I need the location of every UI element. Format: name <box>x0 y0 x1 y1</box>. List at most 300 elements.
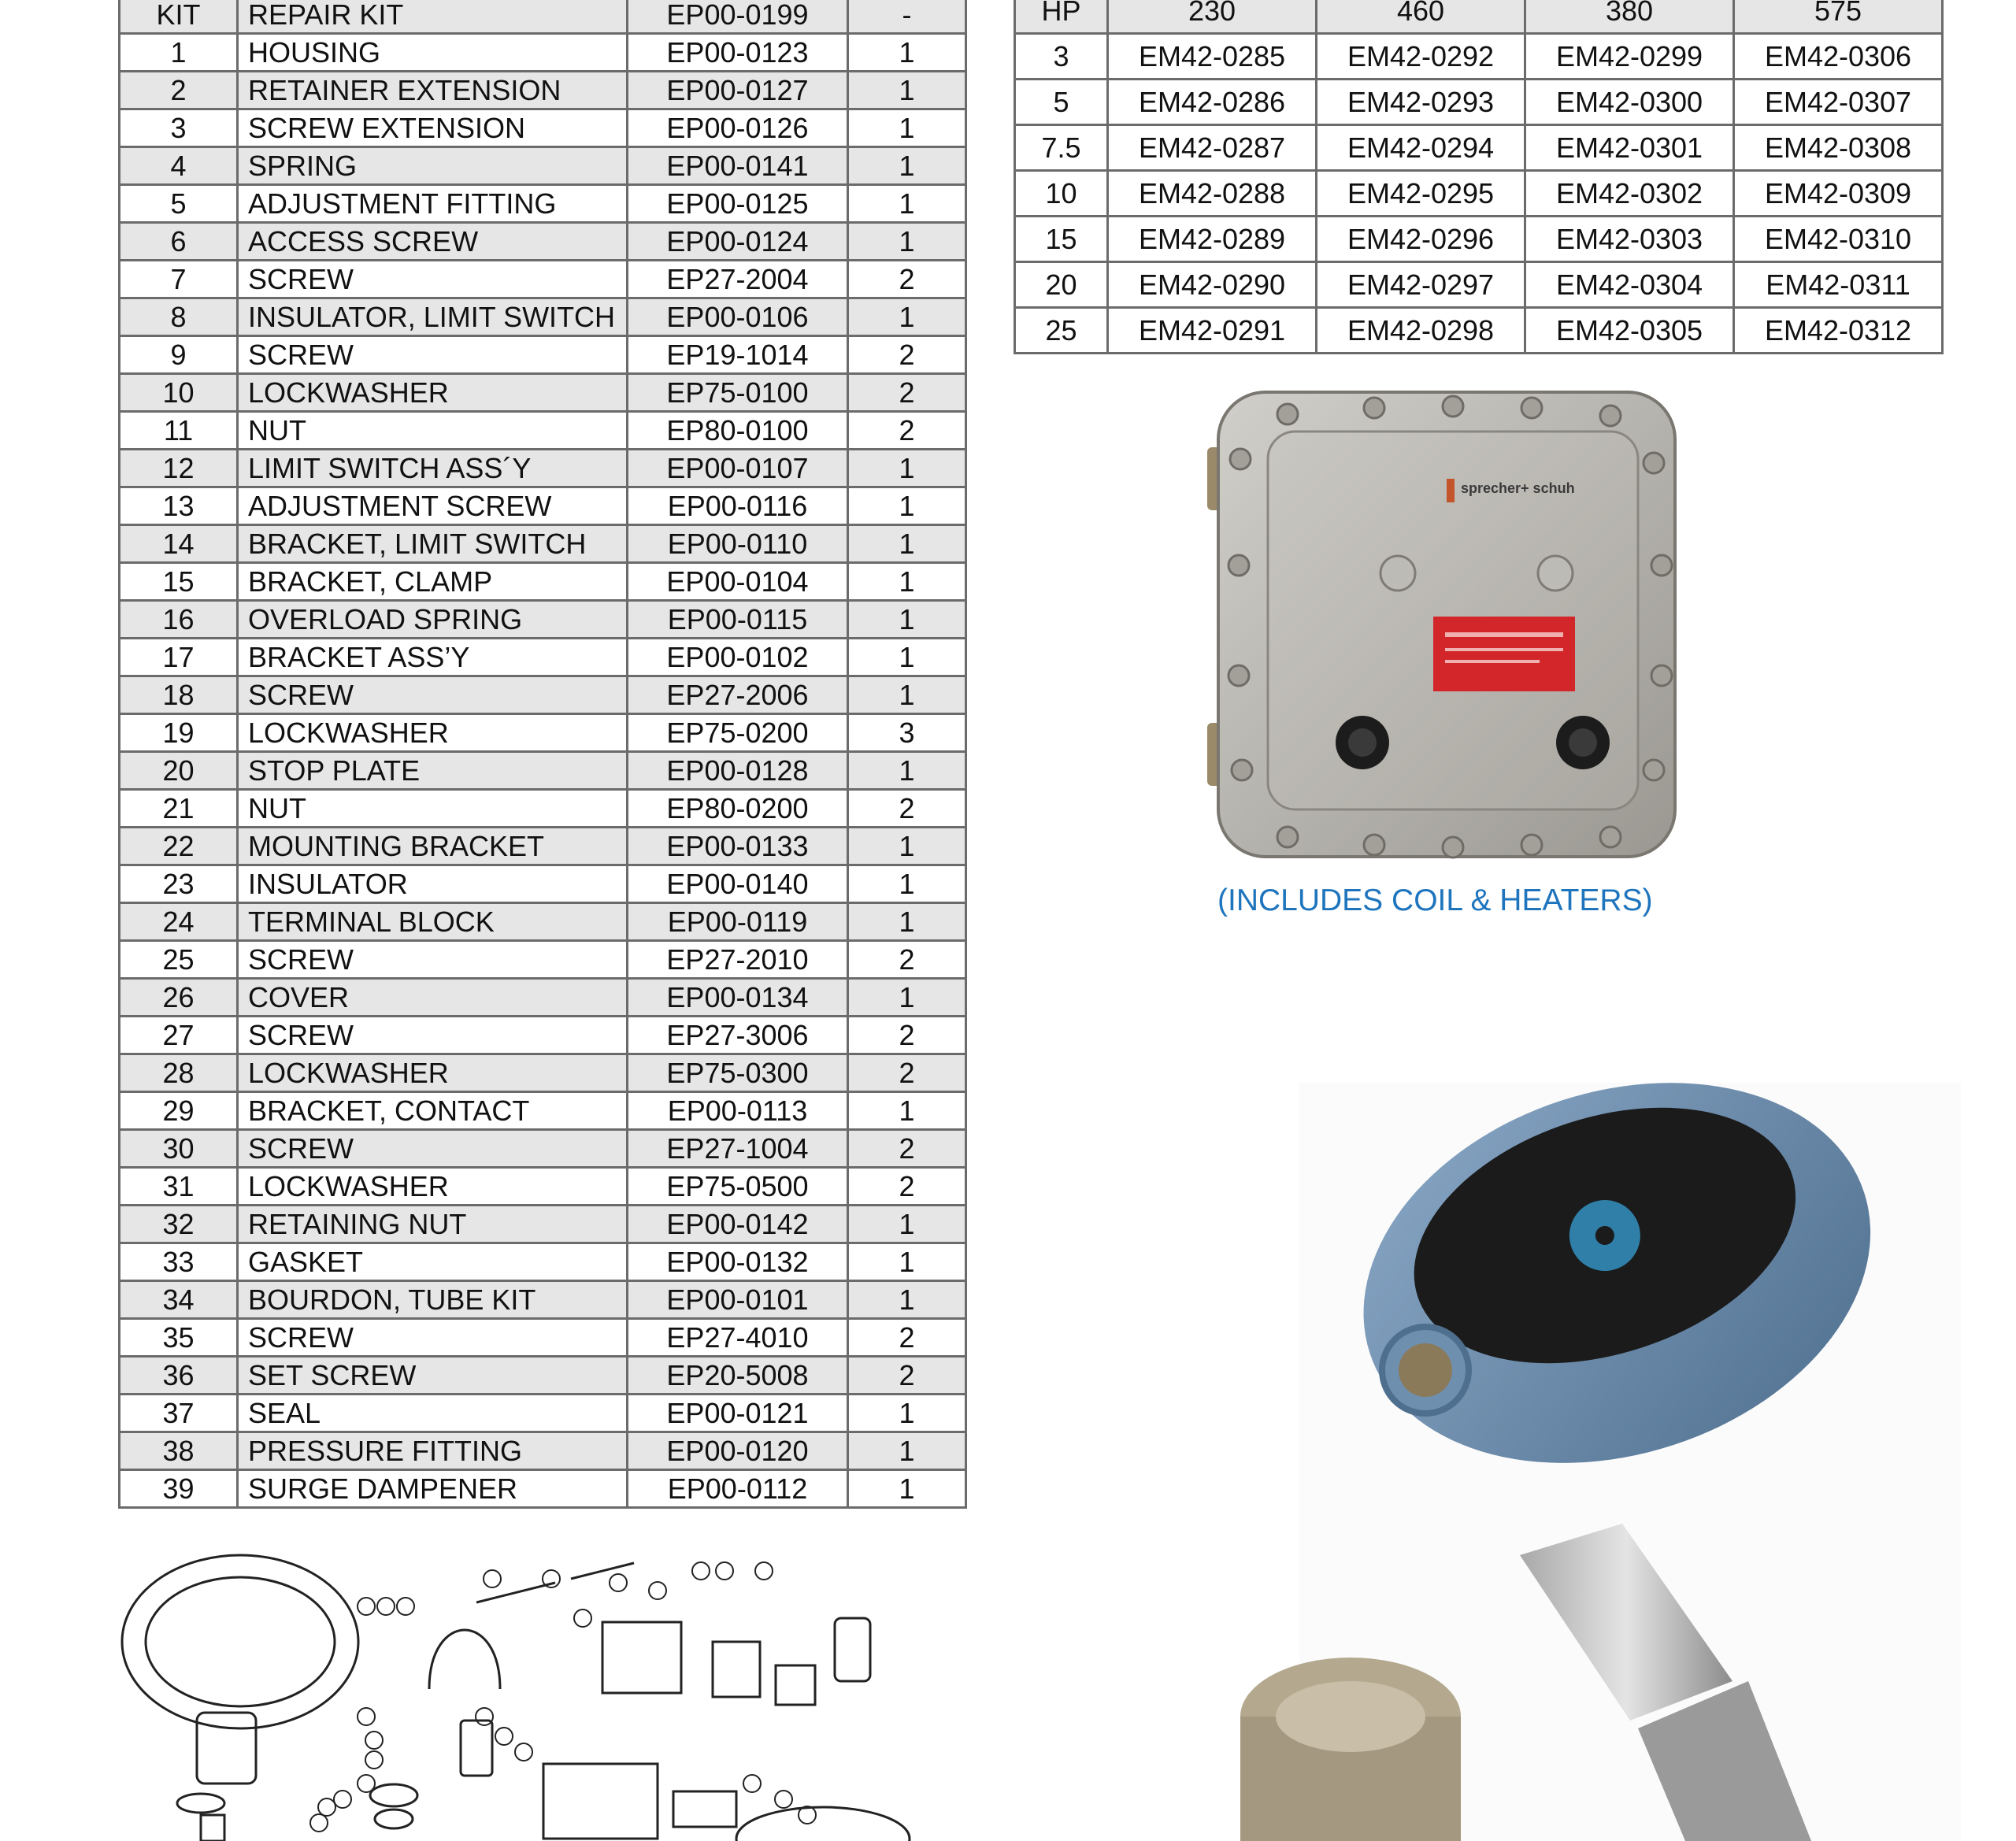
table-row <box>120 487 966 525</box>
callout-icon <box>574 1609 591 1627</box>
quantity-cell: 1 <box>848 601 966 639</box>
catalog-number-cell: EM42-0302 <box>1525 171 1734 217</box>
part-number-cell: EP00-0134 <box>628 979 848 1017</box>
table-row <box>120 525 966 563</box>
catalog-number-cell: EM42-0298 <box>1317 308 1525 354</box>
table-row <box>120 261 966 298</box>
quantity-cell: 3 <box>848 714 966 752</box>
bolt-icon <box>1232 760 1252 780</box>
part-number-cell: EP75-0300 <box>628 1054 848 1092</box>
table-row <box>120 1092 966 1130</box>
quantity-cell: 1 <box>848 147 966 185</box>
table-row <box>120 676 966 714</box>
item-number-cell: 3 <box>120 109 238 147</box>
description-cell: REPAIR KIT <box>238 0 628 34</box>
table-header-row <box>1015 0 1943 34</box>
quantity-cell: 1 <box>848 1432 966 1470</box>
starter-table <box>1014 0 1944 354</box>
enclosure-caption: (INCLUDES COIL & HEATERS) <box>1217 883 1653 917</box>
item-number-cell: 30 <box>120 1130 238 1168</box>
description-cell: ACCESS SCREW <box>238 223 628 261</box>
part-number-cell: EP27-2010 <box>628 941 848 979</box>
header-cell: 460 <box>1317 0 1525 34</box>
part-number-cell: EP80-0100 <box>628 412 848 450</box>
knob-left-icon <box>1380 556 1415 591</box>
table-row <box>120 714 966 752</box>
bolt-icon <box>1277 827 1298 847</box>
item-number-cell: 39 <box>120 1470 238 1508</box>
description-cell: NUT <box>238 412 628 450</box>
table-row <box>120 298 966 336</box>
quantity-cell: 2 <box>848 1319 966 1357</box>
bolt-icon <box>1443 837 1463 858</box>
description-cell: LOCKWASHER <box>238 1168 628 1206</box>
quantity-cell: 1 <box>848 298 966 336</box>
enclosure-photo <box>1201 376 1705 872</box>
header-cell: 230 <box>1108 0 1317 34</box>
item-number-cell: 23 <box>120 865 238 903</box>
quantity-cell: 1 <box>848 1092 966 1130</box>
callout-icon <box>692 1562 710 1580</box>
quantity-cell: 2 <box>848 941 966 979</box>
description-cell: LOCKWASHER <box>238 374 628 412</box>
item-number-cell: 18 <box>120 676 238 714</box>
item-number-cell: 35 <box>120 1319 238 1357</box>
description-cell: BRACKET, CLAMP <box>238 563 628 601</box>
description-cell: INSULATOR <box>238 865 628 903</box>
part-number-cell: EP80-0200 <box>628 790 848 828</box>
bolt-icon <box>1600 827 1621 847</box>
table-row <box>120 1395 966 1432</box>
table-row <box>1015 262 1943 308</box>
item-number-cell: 21 <box>120 790 238 828</box>
catalog-number-cell: EM42-0286 <box>1108 80 1317 125</box>
quantity-cell: 2 <box>848 261 966 298</box>
description-cell: NUT <box>238 790 628 828</box>
description-cell: MOUNTING BRACKET <box>238 828 628 865</box>
item-number-cell: 28 <box>120 1054 238 1092</box>
callout-icon <box>365 1751 383 1769</box>
callout-icon <box>358 1775 375 1792</box>
description-cell: SPRING <box>238 147 628 185</box>
description-cell: BRACKET, LIMIT SWITCH <box>238 525 628 563</box>
table-row <box>1015 125 1943 171</box>
table-row <box>1015 308 1943 354</box>
description-cell: RETAINING NUT <box>238 1206 628 1243</box>
catalog-number-cell: EM42-0295 <box>1317 171 1525 217</box>
description-cell: COVER <box>238 979 628 1017</box>
bolt-icon <box>1364 835 1384 855</box>
catalog-number-cell: EM42-0310 <box>1734 217 1943 262</box>
part-number-cell: EP00-0119 <box>628 903 848 941</box>
item-number-cell: 5 <box>120 185 238 223</box>
table-row <box>120 903 966 941</box>
hp-cell: 5 <box>1015 80 1108 125</box>
item-number-cell: 34 <box>120 1281 238 1319</box>
item-number-cell: 1 <box>120 34 238 72</box>
item-number-cell: 36 <box>120 1357 238 1395</box>
description-cell: BRACKET ASS’Y <box>238 639 628 676</box>
item-number-cell: 7 <box>120 261 238 298</box>
brand-mark-icon <box>1447 479 1455 502</box>
quantity-cell: 1 <box>848 1395 966 1432</box>
catalog-number-cell: EM42-0309 <box>1734 171 1943 217</box>
catalog-number-cell: EM42-0293 <box>1317 80 1525 125</box>
quantity-cell: 1 <box>848 487 966 525</box>
catalog-number-cell: EM42-0291 <box>1108 308 1317 354</box>
description-cell: OVERLOAD SPRING <box>238 601 628 639</box>
description-cell: STOP PLATE <box>238 752 628 790</box>
item-number-cell: KIT <box>120 0 238 34</box>
catalog-number-cell: EM42-0308 <box>1734 125 1943 171</box>
quantity-cell: 1 <box>848 450 966 487</box>
quantity-cell: 2 <box>848 790 966 828</box>
description-cell: LIMIT SWITCH ASS´Y <box>238 450 628 487</box>
item-number-cell: 2 <box>120 72 238 109</box>
catalog-number-cell: EM42-0303 <box>1525 217 1734 262</box>
description-cell: GASKET <box>238 1243 628 1281</box>
part-number-cell: EP00-0107 <box>628 450 848 487</box>
item-number-cell: 26 <box>120 979 238 1017</box>
quantity-cell: 2 <box>848 1017 966 1054</box>
hp-cell: 20 <box>1015 262 1108 308</box>
table-row <box>120 336 966 374</box>
table-row <box>120 601 966 639</box>
description-cell: SCREW <box>238 941 628 979</box>
table-row <box>120 374 966 412</box>
item-number-cell: 25 <box>120 941 238 979</box>
table-row <box>120 1432 966 1470</box>
callout-icon <box>365 1732 383 1749</box>
callout-icon <box>334 1791 351 1808</box>
quantity-cell: 1 <box>848 34 966 72</box>
part-number-cell: EP75-0500 <box>628 1168 848 1206</box>
bolt-icon <box>1228 555 1249 576</box>
part-number-cell: EP00-0121 <box>628 1395 848 1432</box>
quantity-cell: 1 <box>848 865 966 903</box>
callout-icon <box>318 1798 335 1816</box>
description-cell: BOURDON, TUBE KIT <box>238 1281 628 1319</box>
description-cell: RETAINER EXTENSION <box>238 72 628 109</box>
table-row <box>1015 217 1943 262</box>
quantity-cell: 1 <box>848 109 966 147</box>
item-number-cell: 4 <box>120 147 238 185</box>
table-row <box>120 1168 966 1206</box>
catalog-number-cell: EM42-0289 <box>1108 217 1317 262</box>
table-row <box>120 223 966 261</box>
item-number-cell: 27 <box>120 1017 238 1054</box>
quantity-cell: 1 <box>848 1243 966 1281</box>
part-number-cell: EP00-0123 <box>628 34 848 72</box>
catalog-number-cell: EM42-0301 <box>1525 125 1734 171</box>
part-number-cell: EP00-0116 <box>628 487 848 525</box>
brand-label: sprecher+ schuh <box>1461 480 1575 496</box>
description-cell: SCREW EXTENSION <box>238 109 628 147</box>
part-number-cell: EP20-5008 <box>628 1357 848 1395</box>
housing-outline <box>122 1555 358 1728</box>
part-number-cell: EP27-2006 <box>628 676 848 714</box>
item-number-cell: 12 <box>120 450 238 487</box>
quantity-cell: 1 <box>848 1206 966 1243</box>
bolt-icon <box>1230 449 1251 469</box>
item-number-cell: 13 <box>120 487 238 525</box>
description-cell: LOCKWASHER <box>238 1054 628 1092</box>
description-cell: SEAL <box>238 1395 628 1432</box>
callout-icon <box>484 1570 501 1587</box>
item-number-cell: 22 <box>120 828 238 865</box>
catalog-number-cell: EM42-0307 <box>1734 80 1943 125</box>
part-number-cell: EP00-0115 <box>628 601 848 639</box>
header-cell: 380 <box>1525 0 1734 34</box>
callout-icon <box>716 1562 733 1580</box>
part-number-cell: EP00-0140 <box>628 865 848 903</box>
item-number-cell: 24 <box>120 903 238 941</box>
item-number-cell: 8 <box>120 298 238 336</box>
table-row <box>120 1357 966 1395</box>
hp-cell: 7.5 <box>1015 125 1108 171</box>
quantity-cell: 1 <box>848 979 966 1017</box>
catalog-number-cell: EM42-0297 <box>1317 262 1525 308</box>
part-number-cell: EP75-0100 <box>628 374 848 412</box>
description-cell: TERMINAL BLOCK <box>238 903 628 941</box>
exploded-parts-diagram <box>114 1547 925 1841</box>
part-number-cell: EP00-0101 <box>628 1281 848 1319</box>
item-number-cell: 6 <box>120 223 238 261</box>
table-row <box>120 450 966 487</box>
table-row <box>1015 80 1943 125</box>
callout-icon <box>310 1814 328 1832</box>
bolt-icon <box>1644 760 1664 780</box>
callout-icon <box>476 1708 493 1725</box>
catalog-number-cell: EM42-0292 <box>1317 34 1525 80</box>
callout-icon <box>743 1775 761 1792</box>
part-number-cell: EP00-0199 <box>628 0 848 34</box>
bolt-icon <box>1651 665 1672 686</box>
hp-cell: 3 <box>1015 34 1108 80</box>
item-number-cell: 11 <box>120 412 238 450</box>
callout-icon <box>495 1728 513 1745</box>
description-cell: SCREW <box>238 1319 628 1357</box>
part-number-cell: EP27-4010 <box>628 1319 848 1357</box>
table-row <box>120 1130 966 1168</box>
description-cell: SURGE DAMPENER <box>238 1470 628 1508</box>
table-row <box>120 865 966 903</box>
item-number-cell: 29 <box>120 1092 238 1130</box>
callout-icon <box>775 1791 792 1808</box>
table-row <box>120 147 966 185</box>
quantity-cell: - <box>848 0 966 34</box>
item-number-cell: 15 <box>120 563 238 601</box>
part-number-cell: EP00-0142 <box>628 1206 848 1243</box>
quantity-cell: 2 <box>848 1357 966 1395</box>
table-row <box>120 1319 966 1357</box>
part-number-cell: EP75-0200 <box>628 714 848 752</box>
quantity-cell: 1 <box>848 676 966 714</box>
part-number-cell: EP00-0106 <box>628 298 848 336</box>
item-number-cell: 16 <box>120 601 238 639</box>
hp-cell: 10 <box>1015 171 1108 217</box>
part-number-cell: EP00-0120 <box>628 1432 848 1470</box>
table-row <box>120 941 966 979</box>
table-row <box>120 109 966 147</box>
callout-icon <box>649 1582 666 1599</box>
nameplate <box>1433 617 1575 691</box>
quantity-cell: 1 <box>848 525 966 563</box>
table-row <box>120 1470 966 1508</box>
catalog-number-cell: EM42-0288 <box>1108 171 1317 217</box>
knob-right-icon <box>1538 556 1573 591</box>
table-row <box>120 1017 966 1054</box>
quantity-cell: 2 <box>848 336 966 374</box>
catalog-number-cell: EM42-0300 <box>1525 80 1734 125</box>
description-cell: SCREW <box>238 336 628 374</box>
catalog-number-cell: EM42-0304 <box>1525 262 1734 308</box>
part-number-cell: EP00-0110 <box>628 525 848 563</box>
callout-icon <box>377 1598 395 1615</box>
table-row <box>120 639 966 676</box>
catalog-number-cell: EM42-0311 <box>1734 262 1943 308</box>
quantity-cell: 2 <box>848 1054 966 1092</box>
table-row <box>1015 171 1943 217</box>
table-row <box>120 1281 966 1319</box>
quantity-cell: 1 <box>848 1470 966 1508</box>
item-number-cell: 9 <box>120 336 238 374</box>
description-cell: LOCKWASHER <box>238 714 628 752</box>
hp-cell: 25 <box>1015 308 1108 354</box>
item-number-cell: 32 <box>120 1206 238 1243</box>
table-row <box>1015 34 1943 80</box>
description-cell: SCREW <box>238 261 628 298</box>
catalog-number-cell: EM42-0312 <box>1734 308 1943 354</box>
quantity-cell: 1 <box>848 72 966 109</box>
bolt-icon <box>1600 406 1621 426</box>
quantity-cell: 1 <box>848 639 966 676</box>
description-cell: INSULATOR, LIMIT SWITCH <box>238 298 628 336</box>
table-row <box>120 790 966 828</box>
item-number-cell: 33 <box>120 1243 238 1281</box>
description-cell: ADJUSTMENT SCREW <box>238 487 628 525</box>
quantity-cell: 1 <box>848 185 966 223</box>
description-cell: ADJUSTMENT FITTING <box>238 185 628 223</box>
item-number-cell: 14 <box>120 525 238 563</box>
catalog-number-cell: EM42-0287 <box>1108 125 1317 171</box>
table-row <box>120 0 966 34</box>
description-cell: PRESSURE FITTING <box>238 1432 628 1470</box>
description-cell: SCREW <box>238 1130 628 1168</box>
item-number-cell: 38 <box>120 1432 238 1470</box>
header-cell: 575 <box>1734 0 1943 34</box>
part-number-cell: EP00-0125 <box>628 185 848 223</box>
catalog-number-cell: EM42-0294 <box>1317 125 1525 171</box>
item-number-cell: 37 <box>120 1395 238 1432</box>
part-number-cell: EP00-0112 <box>628 1470 848 1508</box>
part-number-cell: EP00-0104 <box>628 563 848 601</box>
description-cell: HOUSING <box>238 34 628 72</box>
callout-icon <box>397 1598 414 1615</box>
table-row <box>120 1243 966 1281</box>
part-number-cell: EP19-1014 <box>628 336 848 374</box>
part-number-cell: EP27-1004 <box>628 1130 848 1168</box>
part-number-cell: EP00-0128 <box>628 752 848 790</box>
bolt-icon <box>1651 555 1672 576</box>
bolt-icon <box>1228 665 1249 686</box>
parts-table <box>118 0 967 1509</box>
description-cell: SCREW <box>238 676 628 714</box>
table-row <box>120 828 966 865</box>
pressure-switch-photo <box>1134 1083 1961 1841</box>
catalog-number-cell: EM42-0285 <box>1108 34 1317 80</box>
bolt-icon <box>1443 396 1463 417</box>
bolt-icon <box>1521 835 1542 855</box>
table-row <box>120 412 966 450</box>
quantity-cell: 1 <box>848 223 966 261</box>
item-number-cell: 19 <box>120 714 238 752</box>
table-row <box>120 1206 966 1243</box>
part-number-cell: EP00-0132 <box>628 1243 848 1281</box>
callout-icon <box>610 1574 627 1591</box>
table-row <box>120 185 966 223</box>
catalog-number-cell: EM42-0299 <box>1525 34 1734 80</box>
bolt-icon <box>1521 398 1542 418</box>
part-number-cell: EP00-0126 <box>628 109 848 147</box>
callout-icon <box>755 1562 773 1580</box>
callout-icon <box>358 1708 375 1725</box>
catalog-number-cell: EM42-0306 <box>1734 34 1943 80</box>
part-number-cell: EP27-2004 <box>628 261 848 298</box>
quantity-cell: 2 <box>848 412 966 450</box>
part-number-cell: EP00-0133 <box>628 828 848 865</box>
table-row <box>120 752 966 790</box>
part-number-cell: EP27-3006 <box>628 1017 848 1054</box>
part-number-cell: EP00-0127 <box>628 72 848 109</box>
item-number-cell: 17 <box>120 639 238 676</box>
catalog-number-cell: EM42-0296 <box>1317 217 1525 262</box>
bolt-icon <box>1364 398 1384 418</box>
quantity-cell: 1 <box>848 903 966 941</box>
quantity-cell: 1 <box>848 1281 966 1319</box>
part-number-cell: EP00-0141 <box>628 147 848 185</box>
catalog-number-cell: EM42-0305 <box>1525 308 1734 354</box>
item-number-cell: 10 <box>120 374 238 412</box>
part-number-cell: EP00-0113 <box>628 1092 848 1130</box>
description-cell: SCREW <box>238 1017 628 1054</box>
quantity-cell: 2 <box>848 374 966 412</box>
table-row <box>120 1054 966 1092</box>
callout-icon <box>515 1743 532 1761</box>
catalog-number-cell: EM42-0290 <box>1108 262 1317 308</box>
bolt-icon <box>1644 453 1664 473</box>
table-row <box>120 72 966 109</box>
table-row <box>120 979 966 1017</box>
callout-icon <box>799 1806 816 1824</box>
quantity-cell: 2 <box>848 1130 966 1168</box>
table-row <box>120 563 966 601</box>
quantity-cell: 1 <box>848 563 966 601</box>
quantity-cell: 2 <box>848 1168 966 1206</box>
table-row <box>120 34 966 72</box>
hp-cell: 15 <box>1015 217 1108 262</box>
quantity-cell: 1 <box>848 752 966 790</box>
description-cell: SET SCREW <box>238 1357 628 1395</box>
part-number-cell: EP00-0102 <box>628 639 848 676</box>
callout-icon <box>358 1598 375 1615</box>
header-cell: HP <box>1015 0 1108 34</box>
quantity-cell: 1 <box>848 828 966 865</box>
item-number-cell: 20 <box>120 752 238 790</box>
bolt-icon <box>1277 404 1298 424</box>
part-number-cell: EP00-0124 <box>628 223 848 261</box>
item-number-cell: 31 <box>120 1168 238 1206</box>
